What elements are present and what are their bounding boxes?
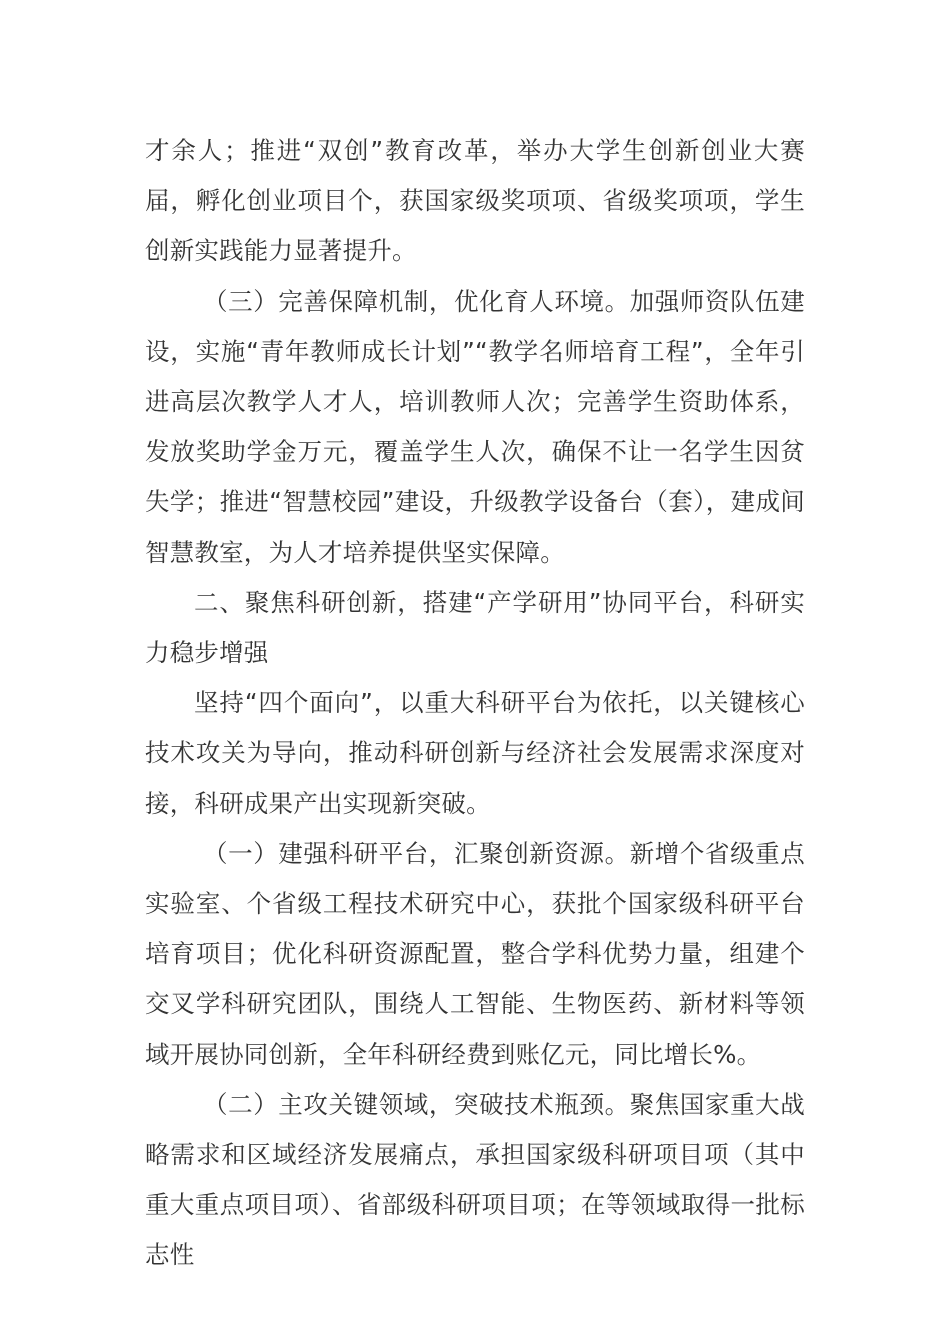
section-heading-research: 二、聚焦科研创新，搭建“产学研用”协同平台，科研实力稳步增强	[145, 587, 805, 668]
paragraph-research-overview: 坚持“四个面向”，以重大科研平台为依托，以关键核心技术攻关为导向，推动科研创新与经济社会发展需求深度对接，科研成果产出实现新突破。	[145, 688, 805, 818]
paragraph-support-mechanism: （三）完善保障机制，优化育人环境。加强师资队伍建设，实施“青年教师成长计划”“教学名师培育工程”，全年引进高层次教学人才人，培训教师人次；完善学生资助体系，发放奖助学金万元，覆盖学生人次，确保不让一名学生因贫失学；推进“智慧校园”建设，升级教学设备台（套），建成间智慧教室，为人才培养提供坚实保障。	[145, 286, 805, 567]
paragraph-research-platforms: （一）建强科研平台，汇聚创新资源。新增个省级重点实验室、个省级工程技术研究中心，获批个国家级科研平台培育项目；优化科研资源配置，整合学科优势力量，组建个交叉学科研究团队，围绕人工智能、生物医药、新材料等领域开展协同创新，全年科研经费到账亿元，同比增长%。	[145, 838, 805, 1069]
paragraph-talent-innovation: 才余人；推进“双创”教育改革，举办大学生创新创业大赛届，孵化创业项目个，获国家级奖项项、省级奖项项，学生创新实践能力显著提升。	[145, 136, 805, 266]
paragraph-key-fields: （二）主攻关键领域，突破技术瓶颈。聚焦国家重大战略需求和区域经济发展痛点，承担国家级科研项目项（其中重大重点项目项）、省部级科研项目项；在等领域取得一批标志性	[145, 1089, 805, 1270]
document-page	[145, 126, 805, 1281]
